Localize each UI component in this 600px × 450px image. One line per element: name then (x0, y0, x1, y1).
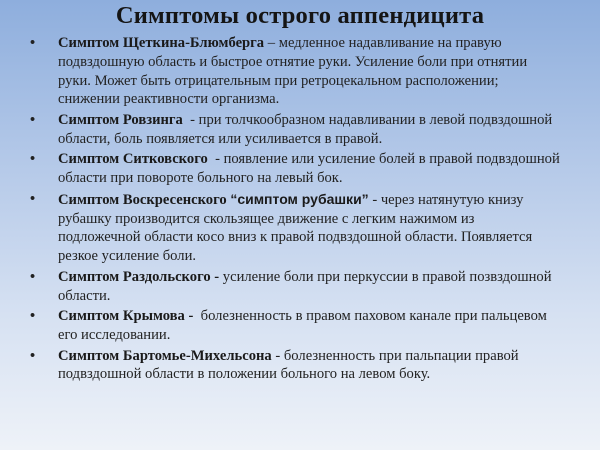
list-item (30, 307, 560, 345)
symptom-name: Симптом Щеткина-Блюмберга (58, 35, 265, 51)
symptom-description: болезненность в правом паховом канале при пальцевом его исследовании. (58, 308, 551, 343)
list-item (30, 34, 560, 109)
list-item (30, 111, 560, 149)
symptom-description: - появление или усиление болей в правой подвздошной области при повороте больного на левый бок. (58, 151, 564, 187)
list-item (30, 268, 560, 306)
symptom-description: - при толчкообразном надавливании в левой подвздошной области, боль появляется или усиливается в правой. (58, 111, 556, 147)
list-item (30, 347, 560, 385)
bullet-icon: • (30, 151, 36, 168)
slide-title: Симптомы острого аппендицита (115, 2, 485, 29)
symptom-description: усиление боли при перкуссии в правой позвздошной области. (58, 268, 552, 304)
symptom-name: Симптом Бартомье-Михельсона (58, 347, 272, 364)
list-item (30, 150, 564, 188)
bullet-icon: • (30, 308, 36, 325)
symptom-list (30, 34, 564, 386)
bullet-icon: • (30, 268, 36, 285)
symptom-name: Симптом Воскресенского (58, 191, 231, 208)
symptom-alias: “симптом рубашки” (230, 190, 369, 207)
symptom-name: Симптом Ровзинга (58, 111, 183, 128)
bullet-icon: • (30, 111, 36, 128)
symptom-description: - через натянутую книзу рубашку производится скользящее движение с легким нажимом из подложечной области косо вниз к правой подвздошной области. Появляется резкое усиление боли. (58, 191, 533, 265)
bullet-icon: • (30, 35, 36, 51)
bullet-icon: • (30, 347, 36, 364)
symptom-name: Симптом Ситковского (58, 151, 208, 168)
list-item (30, 190, 560, 266)
symptom-name: Симптом Раздольского - (58, 268, 220, 285)
symptom-description: - болезненность при пальпации правой подвздошной области в положении больного на левом боку. (58, 347, 519, 383)
bullet-icon: • (30, 190, 36, 207)
symptom-name: Симптом Крымова - (58, 308, 194, 325)
symptom-description: – медленное надавливание на правую подвздошную область и быстрое отнятие руки. Усиление боли при отнятии руки. Может быть отрицательным при ретроцекальном расположении; снижении реактивности организма. (58, 35, 528, 108)
